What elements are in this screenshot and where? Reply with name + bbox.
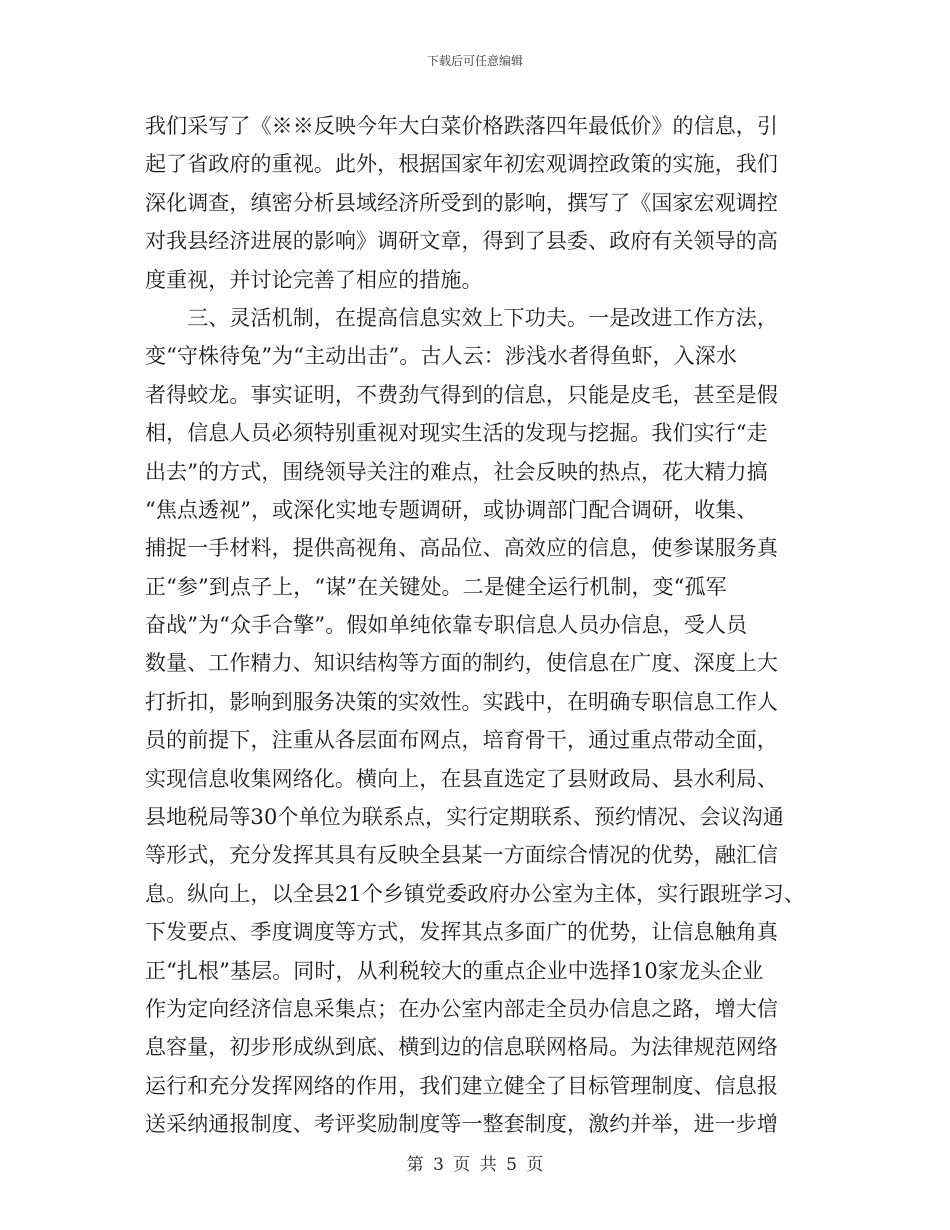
text-line: 对我县经济进展的影响》调研文章，得到了县委、政府有关领导的高 [145,229,778,254]
text-line: 数量、工作精力、知识结构等方面的制约，使信息在广度、深度上大 [145,651,778,676]
text-line: 相，信息人员必须特别重视对现实生活的发现与挖掘。我们实行“走 [145,421,768,446]
text-line: 起了省政府的重视。此外，根据国家年初宏观调控政策的实施，我们 [145,152,778,177]
text-line: 出去”的方式，围绕领导关注的难点，社会反映的热点，花大精力搞 [145,459,768,484]
text-line: 者得蛟龙。事实证明，不费劲气得到的信息，只能是皮毛，甚至是假 [145,382,778,407]
text-line: 度重视，并讨论完善了相应的措施。 [145,267,483,292]
text-line: 变“守株待兔”为“主动出击”。古人云：涉浅水者得鱼虾，入深水 [145,344,737,369]
text-line: 运行和充分发挥网络的作用，我们建立健全了目标管理制度、信息报 [145,1073,778,1098]
page-footer: 第 3 页 共 5 页 [406,1155,544,1175]
text-line: 正“扎根”基层。同时，从利税较大的重点企业中选择10家龙头企业 [145,958,764,983]
text-line: 员的前提下，注重从各层面布网点，培育骨干，通过重点带动全面， [145,728,778,753]
text-line: 捕捉一手材料，提供高视角、高品位、高效应的信息，使参谋服务真 [145,536,778,561]
text-line: 实现信息收集网络化。横向上，在县直选定了县财政局、县水利局、 [145,766,778,791]
text-line: 下发要点、季度调度等方式，发挥其点多面广的优势，让信息触角真 [145,920,778,945]
body-text [145,107,825,1144]
text-line: 深化调查，缜密分析县域经济所受到的影响，撰写了《国家宏观调控 [145,190,778,215]
text-line: 三、灵活机制，在提高信息实效上下功夫。一是改进工作方法， [145,305,778,330]
text-line: 等形式，充分发挥其具有反映全县某一方面综合情况的优势，融汇信 [145,843,778,868]
text-line: 县地税局等30个单位为联系点，实行定期联系、预约情况、会议沟通 [145,805,784,830]
text-line: 打折扣，影响到服务决策的实效性。实践中，在明确专职信息工作人 [145,689,778,714]
text-line: 息容量，初步形成纵到底、横到边的信息联网格局。为法律规范网络 [145,1035,778,1060]
page-header: 下载后可任意编辑 [426,54,523,68]
text-line: “焦点透视”，或深化实地专题调研，或协调部门配合调研，收集、 [145,497,758,522]
text-line: 我们采写了《※※反映今年大白菜价格跌落四年最低价》的信息，引 [145,114,778,138]
text-line: 送采纳通报制度、考评奖励制度等一整套制度，激约并举，进一步增 [145,1112,778,1137]
text-line: 息。纵向上，以全县21个乡镇党委政府办公室为主体，实行跟班学习、 [145,881,805,906]
text-line: 正“参”到点子上，“谋”在关键处。二是健全运行机制，变“孤军 [145,574,727,599]
text-line: 奋战”为“众手合擎”。假如单纯依靠专职信息人员办信息，受人员 [145,613,748,638]
text-line: 作为定向经济信息采集点；在办公室内部走全员办信息之路，增大信 [145,996,778,1021]
